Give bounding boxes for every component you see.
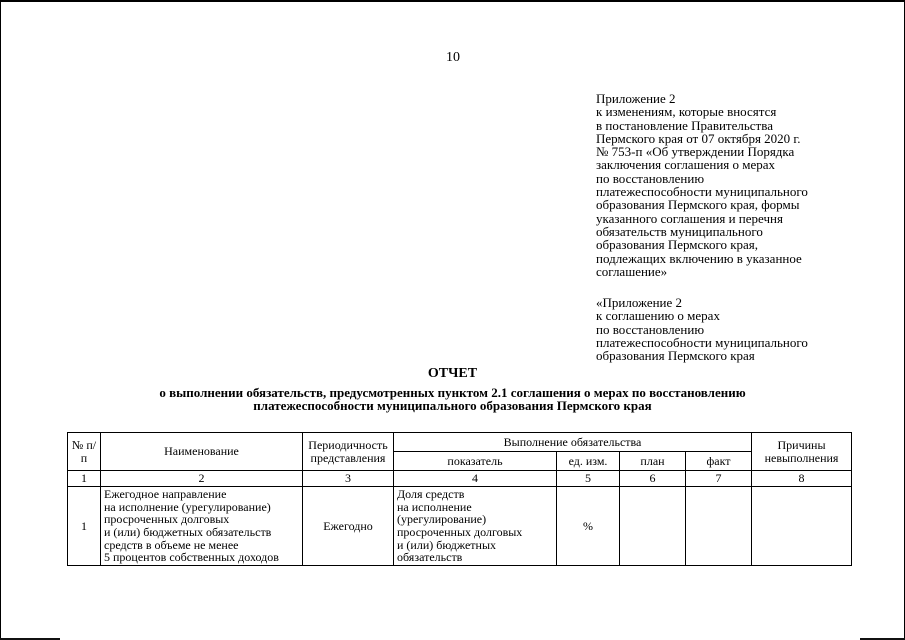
header-fact: факт [686,452,752,471]
page-frame-top [0,0,905,2]
appendix-line: Пермского края от 07 октября 2020 г. [596,130,801,146]
row-name-line: просроченных долговых [104,512,230,527]
report-subtitle-line2: платежеспособности муниципального образования Пермского края [253,398,652,413]
report-subtitle-line1: о выполнении обязательств, предусмотренных пунктом 2.1 соглашения о мерах по восстановлению [159,385,746,400]
row-indicator-line: Доля средств [397,487,465,502]
row-fact [686,487,752,566]
row-period: Ежегодно [303,487,394,566]
report-title: ОТЧЕТ [427,366,478,381]
row-indicator-line: просроченных долговых [397,525,523,539]
header-indicator: показатель [394,452,557,471]
row-name-line: средств в объеме не менее [104,537,239,552]
column-number: 2 [101,471,303,487]
appendix-line: платежеспособности муниципального [596,184,808,200]
row-name [101,487,303,566]
appendix-line: обязательств муниципального [596,223,763,239]
report-subtitle [0,386,905,412]
column-number: 1 [68,471,101,487]
row-indicator-line: на исполнение [397,499,472,514]
appendix-block [596,92,896,363]
row-num: 1 [68,487,101,566]
appendix-line: № 753-п «Об утверждении Порядка [596,144,795,160]
column-number-row [68,471,852,487]
column-number: 4 [394,471,557,487]
column-number: 8 [752,471,852,487]
appendix-line: указанного соглашения и перечня [596,210,783,226]
appendix-second-line: образования Пермского края [596,348,755,364]
row-indicator [394,487,557,566]
page-frame-left [0,0,1,640]
row-name-line: и (или) бюджетных обязательств [104,525,272,539]
appendix-second-line: к соглашению о мерах [596,308,720,324]
header-row-1 [68,433,852,452]
column-number: 6 [620,471,686,487]
header-plan: план [620,452,686,471]
appendix-line: к изменениям, которые вносятся [596,104,777,120]
row-reasons [752,487,852,566]
header-unit: ед. изм. [557,452,620,471]
appendix-line: в постановление Правительства [596,117,773,133]
row-name-line: на исполнение (урегулирование) [104,499,271,514]
row-name-line: 5 процентов собственных доходов [104,550,279,565]
appendix-line: подлежащих включению в указанное [596,250,802,266]
row-indicator-line: и (или) бюджетных [397,537,496,552]
appendix-spacer [596,278,896,296]
column-number: 5 [557,471,620,487]
header-num: № п/п [68,433,101,471]
row-indicator-line: обязательств [397,550,463,565]
row-plan [620,487,686,566]
header-name: Наименование [101,433,303,471]
column-number: 7 [686,471,752,487]
header-reasons: Причины невыполнения [752,433,852,471]
table-row [68,487,852,566]
row-name-line: Ежегодное направление [104,487,227,502]
header-fulfillment: Выполнение обязательства [394,433,752,452]
appendix-line: по восстановлению [596,170,705,186]
appendix-second-line: «Приложение 2 [596,295,683,311]
appendix-line: образования Пермского края, формы [596,197,800,213]
appendix-second-line: по восстановлению [596,321,705,337]
appendix-second-line: платежеспособности муниципального [596,335,808,351]
header-period: Периодичность представления [303,433,394,471]
appendix-line: образования Пермского края, [596,237,759,253]
column-number: 3 [303,471,394,487]
report-table [67,432,852,566]
row-indicator-line: (урегулирование) [397,512,487,527]
page-cutoff [60,578,860,640]
appendix-line: заключения соглашения о мерах [596,157,776,173]
appendix-line: соглашение» [596,263,668,279]
row-unit: % [557,487,620,566]
page-number: 10 [446,50,460,65]
appendix-line: Приложение 2 [596,91,676,106]
